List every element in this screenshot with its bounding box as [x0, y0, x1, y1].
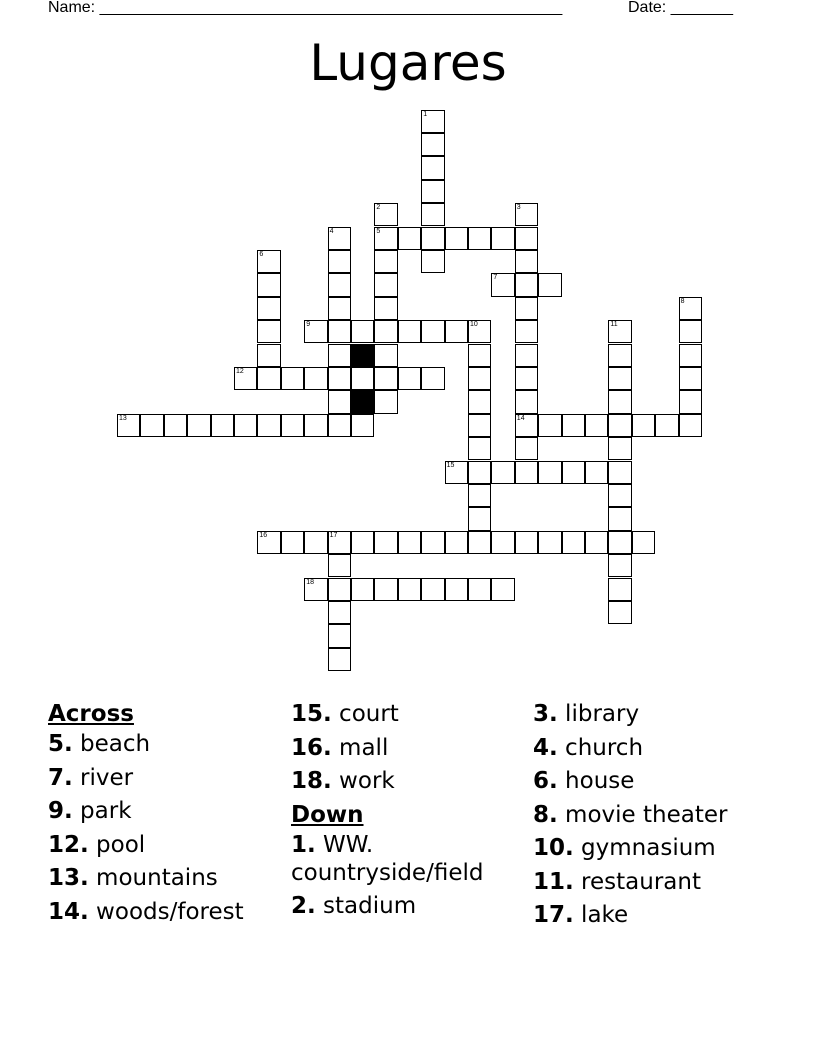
- clue-number: 12: [236, 367, 244, 375]
- name-line[interactable]: ____________________________________________________: [99, 0, 563, 16]
- clue-number: 8: [680, 297, 685, 305]
- crossword-cell[interactable]: [351, 414, 374, 437]
- clue-item-text: beach: [72, 731, 151, 757]
- clue-item-number: 8.: [533, 801, 558, 828]
- crossword-cell[interactable]: [468, 461, 491, 484]
- clue-number: 3: [516, 204, 521, 212]
- crossword-cell[interactable]: [257, 297, 280, 320]
- crossword-cell[interactable]: [445, 461, 468, 484]
- crossword-cell[interactable]: [374, 250, 397, 273]
- crossword-cell[interactable]: [257, 414, 280, 437]
- crossword-cell[interactable]: [374, 320, 397, 343]
- crossword-cell[interactable]: [234, 414, 257, 437]
- crossword-cell[interactable]: [515, 273, 538, 296]
- clue-item-number: 3.: [533, 701, 558, 727]
- clue-number: 1: [423, 110, 428, 118]
- crossword-cell[interactable]: [468, 578, 491, 601]
- crossword-cell[interactable]: [608, 484, 631, 507]
- crossword-cell[interactable]: [562, 461, 585, 484]
- crossword-cell[interactable]: [328, 320, 351, 343]
- crossword-cell[interactable]: [562, 531, 585, 554]
- clue-item-number: 11.: [533, 868, 574, 895]
- crossword-cell[interactable]: [164, 414, 187, 437]
- crossword-cell[interactable]: [608, 601, 631, 624]
- clue-column-1: [48, 700, 293, 931]
- crossword-cell[interactable]: [445, 578, 468, 601]
- crossword-cell[interactable]: [328, 624, 351, 647]
- crossword-cell[interactable]: [445, 320, 468, 343]
- crossword-cell[interactable]: [515, 531, 538, 554]
- crossword-cell[interactable]: [655, 414, 678, 437]
- crossword-cell[interactable]: [468, 484, 491, 507]
- crossword-cell[interactable]: [468, 367, 491, 390]
- crossword-cell[interactable]: [515, 344, 538, 367]
- date-line[interactable]: _______: [670, 0, 733, 16]
- crossword-cell[interactable]: [421, 110, 444, 133]
- clue-number: 16: [259, 531, 268, 539]
- clue-number: 5: [376, 227, 381, 235]
- crossword-cell[interactable]: [468, 390, 491, 413]
- crossword-cell[interactable]: [281, 414, 304, 437]
- crossword-cell[interactable]: [632, 531, 655, 554]
- clue-number: 18: [306, 578, 314, 586]
- crossword-black-cell: [351, 390, 374, 413]
- clue-item: [291, 734, 536, 762]
- crossword-cell[interactable]: [468, 227, 491, 250]
- clue-item: [48, 730, 293, 758]
- clue-number: 14: [516, 414, 525, 422]
- crossword-cell[interactable]: [374, 273, 397, 296]
- crossword-cell[interactable]: [421, 133, 444, 156]
- clue-number: 10: [470, 321, 478, 329]
- crossword-cell[interactable]: [632, 414, 655, 437]
- clue-item-text: mountains: [88, 865, 218, 891]
- crossword-cell[interactable]: [468, 320, 491, 343]
- crossword-cell[interactable]: [328, 367, 351, 390]
- crossword-cell[interactable]: [538, 461, 561, 484]
- clue-item: [48, 898, 293, 926]
- crossword-cell[interactable]: [421, 320, 444, 343]
- crossword-cell[interactable]: [491, 227, 514, 250]
- crossword-cell[interactable]: [374, 203, 397, 226]
- crossword-cell[interactable]: [187, 414, 210, 437]
- clue-item-text: park: [72, 798, 132, 824]
- crossword-cell[interactable]: [328, 344, 351, 367]
- clue-item-number: 2.: [291, 893, 316, 919]
- crossword-cell[interactable]: [491, 461, 514, 484]
- crossword-cell[interactable]: [538, 414, 561, 437]
- clue-item-text: house: [557, 768, 635, 794]
- clue-section-heading: Down: [291, 801, 364, 828]
- crossword-cell[interactable]: [445, 531, 468, 554]
- crossword-cell[interactable]: [515, 390, 538, 413]
- crossword-cell[interactable]: [257, 320, 280, 343]
- crossword-cell[interactable]: [328, 227, 351, 250]
- crossword-cell[interactable]: [679, 297, 702, 320]
- crossword-cell[interactable]: [608, 320, 631, 343]
- clue-item-text: stadium: [315, 893, 417, 919]
- clue-number: 9: [306, 321, 311, 329]
- crossword-cell[interactable]: [679, 414, 702, 437]
- clue-item: [48, 764, 293, 792]
- crossword-cell[interactable]: [328, 648, 351, 671]
- crossword-cell[interactable]: [211, 414, 234, 437]
- page-title: Lugares: [309, 34, 507, 92]
- clue-item-text: mall: [331, 734, 389, 761]
- crossword-black-cell: [351, 344, 374, 367]
- crossword-cell[interactable]: [374, 367, 397, 390]
- crossword-cell[interactable]: [679, 344, 702, 367]
- crossword-cell[interactable]: [421, 367, 444, 390]
- crossword-cell[interactable]: [421, 531, 444, 554]
- clue-item-number: 9.: [48, 798, 73, 824]
- crossword-cell[interactable]: [351, 367, 374, 390]
- clue-number: 15: [446, 461, 455, 469]
- crossword-cell[interactable]: [257, 531, 280, 554]
- clue-item-text: court: [331, 701, 399, 727]
- clue-item: [533, 901, 778, 929]
- clue-item-text: woods/forest: [88, 898, 244, 925]
- crossword-cell[interactable]: [468, 414, 491, 437]
- crossword-cell[interactable]: [328, 250, 351, 273]
- clue-number: 11: [610, 321, 618, 329]
- clue-item-number: 18.: [291, 768, 332, 794]
- crossword-cell[interactable]: [608, 507, 631, 530]
- clue-item: [291, 700, 536, 728]
- crossword-cell[interactable]: [351, 320, 374, 343]
- crossword-cell[interactable]: [515, 297, 538, 320]
- crossword-cell[interactable]: [117, 414, 140, 437]
- crossword-cell[interactable]: [257, 367, 280, 390]
- clue-item: [533, 700, 778, 728]
- crossword-cell[interactable]: [140, 414, 163, 437]
- crossword-cell[interactable]: [304, 531, 327, 554]
- crossword-cell[interactable]: [304, 320, 327, 343]
- crossword-cell[interactable]: [468, 437, 491, 460]
- clue-item-text: river: [72, 764, 134, 791]
- clue-number: 4: [329, 227, 334, 235]
- clue-number: 13: [119, 414, 127, 422]
- crossword-cell[interactable]: [515, 203, 538, 226]
- crossword-cell[interactable]: [679, 367, 702, 390]
- crossword-cell[interactable]: [468, 507, 491, 530]
- clue-item-number: 14.: [48, 898, 89, 925]
- crossword-cell[interactable]: [608, 531, 631, 554]
- crossword-cell[interactable]: [421, 180, 444, 203]
- clue-item: [48, 831, 293, 859]
- crossword-cell[interactable]: [445, 227, 468, 250]
- crossword-cell[interactable]: [374, 344, 397, 367]
- clue-item: [533, 734, 778, 762]
- crossword-cell[interactable]: [585, 531, 608, 554]
- crossword-cell[interactable]: [398, 320, 421, 343]
- crossword-cell[interactable]: [515, 227, 538, 250]
- crossword-cell[interactable]: [468, 531, 491, 554]
- crossword-cell[interactable]: [398, 531, 421, 554]
- clue-item-text: work: [331, 768, 395, 794]
- date-field[interactable]: [628, 0, 733, 18]
- crossword-cell[interactable]: [421, 578, 444, 601]
- crossword-cell[interactable]: [374, 578, 397, 601]
- crossword-cell[interactable]: [515, 320, 538, 343]
- clue-number: 17: [329, 531, 338, 539]
- crossword-cell[interactable]: [515, 367, 538, 390]
- crossword-cell[interactable]: [585, 461, 608, 484]
- crossword-cell[interactable]: [328, 390, 351, 413]
- clue-item: [291, 892, 536, 920]
- crossword-cell[interactable]: [257, 273, 280, 296]
- clue-column-3: [533, 700, 778, 935]
- clue-item: [533, 767, 778, 795]
- clue-item-number: 15.: [291, 701, 332, 727]
- name-field[interactable]: [48, 0, 562, 18]
- crossword-cell[interactable]: [374, 297, 397, 320]
- crossword-cell[interactable]: [608, 437, 631, 460]
- clue-item-text: church: [557, 734, 644, 761]
- crossword-cell[interactable]: [304, 578, 327, 601]
- clue-column-2: [291, 700, 536, 926]
- date-label: Date:: [628, 0, 671, 16]
- crossword-cell[interactable]: [351, 531, 374, 554]
- crossword-cell[interactable]: [538, 273, 561, 296]
- clue-item-number: 16.: [291, 734, 332, 761]
- clue-item-text: library: [557, 701, 640, 727]
- clue-item-number: 12.: [48, 831, 89, 858]
- crossword-cell[interactable]: [328, 601, 351, 624]
- clue-item-text: restaurant: [573, 868, 701, 895]
- clue-item: [533, 834, 778, 862]
- crossword-cell[interactable]: [398, 367, 421, 390]
- crossword-cell[interactable]: [304, 367, 327, 390]
- clue-item-number: 1.: [291, 831, 316, 858]
- crossword-cell[interactable]: [398, 227, 421, 250]
- clue-item: [48, 797, 293, 825]
- clue-number: 6: [259, 250, 264, 258]
- crossword-cell[interactable]: [515, 414, 538, 437]
- clue-item: [291, 831, 536, 887]
- crossword-cell[interactable]: [351, 578, 374, 601]
- crossword-cell[interactable]: [234, 367, 257, 390]
- clue-item-number: 17.: [533, 902, 574, 928]
- crossword-cell[interactable]: [515, 250, 538, 273]
- crossword-cell[interactable]: [608, 554, 631, 577]
- crossword-cell[interactable]: [421, 250, 444, 273]
- crossword-cell[interactable]: [608, 344, 631, 367]
- clue-section-heading: Across: [48, 701, 134, 727]
- crossword-cell[interactable]: [328, 273, 351, 296]
- crossword-cell[interactable]: [468, 344, 491, 367]
- clue-item-text: WW. countryside/field: [291, 831, 484, 886]
- clue-number: 2: [376, 204, 381, 212]
- crossword-cell[interactable]: [304, 414, 327, 437]
- crossword-cell[interactable]: [257, 344, 280, 367]
- crossword-cell[interactable]: [328, 531, 351, 554]
- crossword-cell[interactable]: [421, 156, 444, 179]
- crossword-cell[interactable]: [421, 203, 444, 226]
- name-label: Name:: [48, 0, 100, 16]
- crossword-cell[interactable]: [515, 437, 538, 460]
- clue-item: [291, 767, 536, 795]
- crossword-cell[interactable]: [281, 531, 304, 554]
- crossword-cell[interactable]: [374, 227, 397, 250]
- clue-item-text: lake: [573, 902, 629, 928]
- crossword-cell[interactable]: [398, 578, 421, 601]
- clue-item-text: gymnasium: [573, 835, 716, 861]
- clue-item-number: 4.: [533, 734, 558, 761]
- clue-item: [533, 868, 778, 896]
- crossword-cell[interactable]: [585, 414, 608, 437]
- clue-number: 7: [493, 274, 498, 282]
- crossword-cell[interactable]: [538, 531, 561, 554]
- clue-item-text: movie theater: [557, 801, 728, 828]
- crossword-cell[interactable]: [679, 320, 702, 343]
- crossword-cell[interactable]: [608, 367, 631, 390]
- crossword-cell[interactable]: [328, 414, 351, 437]
- crossword-cell[interactable]: [515, 461, 538, 484]
- crossword-cell[interactable]: [421, 227, 444, 250]
- clue-item-number: 13.: [48, 865, 89, 891]
- clue-item: [48, 864, 293, 892]
- crossword-cell[interactable]: [608, 578, 631, 601]
- crossword-cell[interactable]: [679, 390, 702, 413]
- crossword-cell[interactable]: [608, 414, 631, 437]
- clue-item-number: 10.: [533, 835, 574, 861]
- crossword-cell[interactable]: [257, 250, 280, 273]
- crossword-cell[interactable]: [281, 367, 304, 390]
- crossword-cell[interactable]: [608, 390, 631, 413]
- crossword-cell[interactable]: [328, 554, 351, 577]
- crossword-cell[interactable]: [491, 273, 514, 296]
- crossword-cell[interactable]: [328, 578, 351, 601]
- clue-item-text: pool: [88, 831, 146, 858]
- crossword-cell[interactable]: [491, 531, 514, 554]
- clue-item-number: 7.: [48, 764, 73, 791]
- crossword-cell[interactable]: [374, 390, 397, 413]
- crossword-cell[interactable]: [562, 414, 585, 437]
- clue-item-number: 5.: [48, 731, 73, 757]
- clue-item-number: 6.: [533, 768, 558, 794]
- clue-item: [533, 801, 778, 829]
- crossword-cell[interactable]: [491, 578, 514, 601]
- crossword-cell[interactable]: [328, 297, 351, 320]
- crossword-cell[interactable]: [608, 461, 631, 484]
- crossword-cell[interactable]: [374, 531, 397, 554]
